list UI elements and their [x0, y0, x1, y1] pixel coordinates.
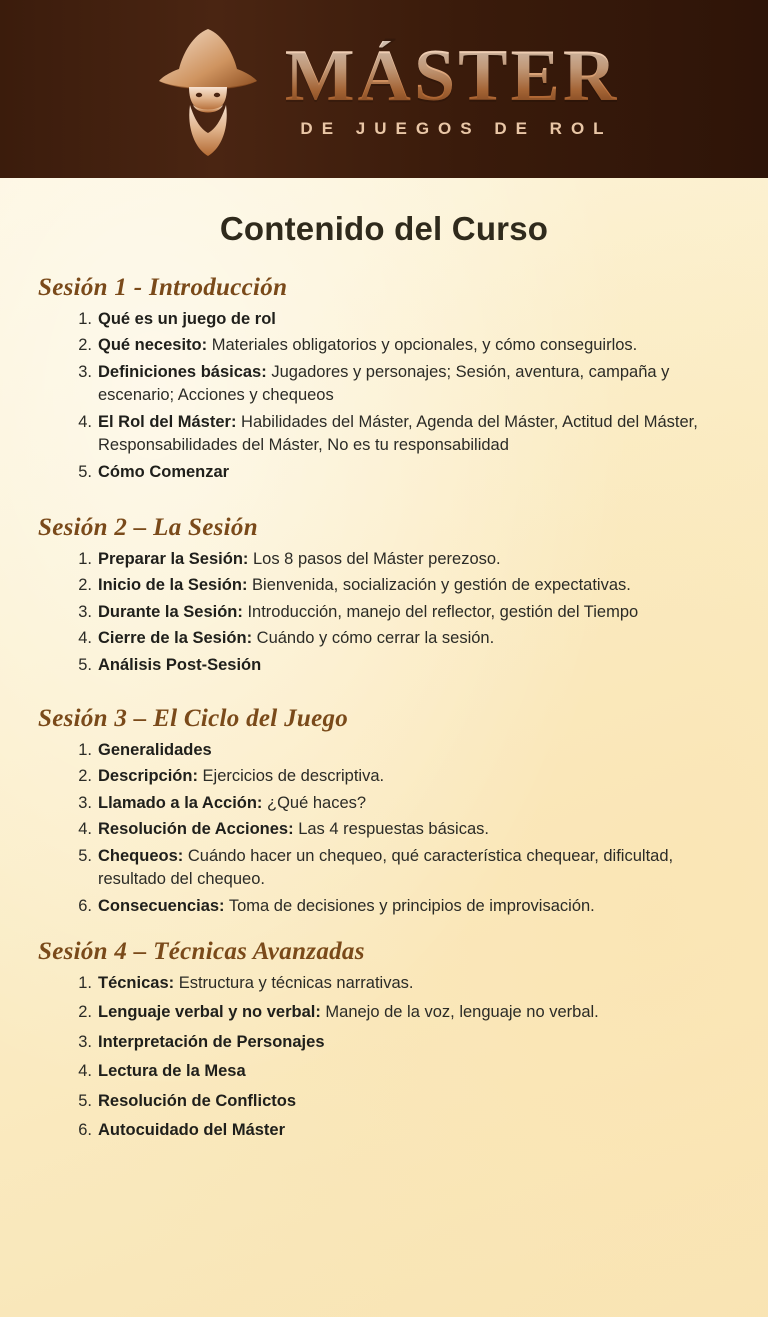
list-item	[98, 548, 724, 571]
list-item	[98, 1119, 724, 1142]
section-item-list	[34, 548, 734, 677]
section-title: Sesión 2 – La Sesión	[38, 513, 258, 541]
list-item	[98, 765, 724, 788]
list-item-text: Cuándo hacer un chequeo, qué característica chequear, dificultad, resultado del chequeo.	[98, 846, 674, 889]
list-item-label: Qué es un juego de rol	[98, 310, 276, 328]
section-sesion-3	[34, 705, 734, 918]
list-item-label: Lectura de la Mesa	[98, 1062, 246, 1081]
content-area	[0, 178, 768, 1143]
list-item-label: Inicio de la Sesión:	[98, 576, 248, 595]
wizard-icon	[149, 25, 267, 157]
section-sesion-1	[34, 274, 734, 484]
list-item-label: Consecuencias:	[98, 896, 225, 915]
section-title: Sesión 4 – Técnicas Avanzadas	[38, 938, 365, 966]
section-title: Sesión 1 - Introducción	[38, 274, 288, 301]
list-item	[98, 601, 724, 624]
list-item	[98, 895, 724, 918]
list-item	[98, 972, 724, 995]
list-item-label: Cómo Comenzar	[98, 462, 230, 481]
list-item	[98, 1031, 724, 1054]
list-item-text: Ejercicios de descriptiva.	[197, 767, 385, 786]
list-item	[98, 1001, 724, 1024]
list-item	[98, 739, 724, 762]
section-item-list	[34, 739, 734, 918]
list-item	[98, 845, 724, 892]
list-item-text: Materiales obligatorios y opcionales, y cómo conseguirlos.	[207, 336, 638, 355]
list-item-label: Descripción:	[98, 767, 198, 786]
list-item-label: Lenguaje verbal y no verbal:	[98, 1003, 321, 1022]
list-item	[98, 361, 724, 408]
list-item	[98, 1090, 724, 1113]
list-item-label: Qué necesito:	[98, 336, 208, 355]
list-item-label: Durante la Sesión:	[98, 602, 243, 621]
list-item	[98, 461, 724, 484]
list-item	[98, 308, 724, 331]
list-item-text: Los 8 pasos del Máster perezoso.	[248, 549, 501, 568]
list-item-label: Interpretación de Personajes	[98, 1032, 325, 1051]
brand-block	[284, 34, 620, 139]
list-item-label: Preparar la Sesión:	[98, 549, 249, 568]
list-item-label: Llamado a la Acción:	[98, 793, 263, 812]
list-item-label: Análisis Post-Sesión	[98, 655, 262, 674]
list-item-label: Cierre de la Sesión:	[98, 629, 253, 648]
section-sesion-4	[34, 938, 734, 1143]
brand-subtitle: DE JUEGOS DE ROL	[300, 119, 613, 139]
list-item	[98, 627, 724, 650]
list-item	[98, 334, 724, 357]
page-title: Contenido del Curso	[219, 210, 549, 247]
list-item-text: Estructura y técnicas narrativas.	[174, 974, 414, 993]
list-item-text: Toma de decisiones y principios de improvisación.	[224, 896, 595, 915]
list-item-label: Autocuidado del Máster	[98, 1121, 286, 1140]
list-item	[98, 654, 724, 677]
list-item	[98, 574, 724, 597]
list-item-text: Las 4 respuestas básicas.	[293, 820, 489, 839]
list-item-text: Habilidades del Máster, Agenda del Máster, Actitud del Máster, Responsabilidades del Máster, No es tu responsabilidad	[98, 412, 698, 455]
list-item	[98, 1060, 724, 1083]
list-item-text: Jugadores y personajes; Sesión, aventura, campaña y escenario; Acciones y chequeos	[98, 362, 670, 405]
list-item	[98, 411, 724, 458]
list-item-text: Introducción, manejo del reflector, gestión del Tiempo	[242, 602, 639, 621]
brand-title: MÁSTER	[284, 34, 620, 117]
list-item-label: El Rol del Máster:	[98, 412, 237, 431]
header-banner	[0, 0, 768, 178]
list-item	[98, 818, 724, 841]
section-title: Sesión 3 – El Ciclo del Juego	[38, 705, 349, 733]
list-item-text: ¿Qué haces?	[262, 793, 367, 812]
list-item-text: Manejo de la voz, lenguaje no verbal.	[320, 1003, 599, 1022]
list-item-label: Definiciones básicas:	[98, 362, 267, 381]
list-item-text: Cuándo y cómo cerrar la sesión.	[252, 629, 495, 648]
list-item-label: Resolución de Conflictos	[98, 1091, 297, 1110]
list-item-text: Bienvenida, socialización y gestión de expectativas.	[247, 576, 631, 595]
section-item-list	[34, 308, 734, 484]
list-item-label: Generalidades	[98, 741, 212, 760]
section-item-list	[34, 972, 734, 1143]
list-item	[98, 792, 724, 815]
list-item-label: Técnicas:	[98, 974, 175, 993]
list-item-label: Resolución de Acciones:	[98, 820, 294, 839]
section-sesion-2	[34, 514, 734, 677]
list-item-label: Chequeos:	[98, 846, 184, 865]
